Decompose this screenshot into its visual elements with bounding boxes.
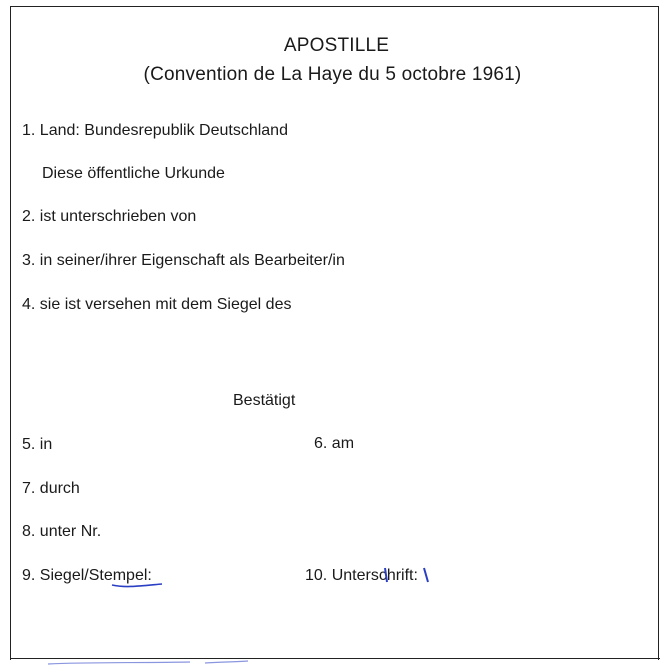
document-subtitle: (Convention de La Haye du 5 octobre 1961)	[143, 64, 522, 85]
item-7-by-authority: 7. durch	[22, 480, 80, 497]
frame-bottom-line	[10, 658, 660, 659]
bottom-ink-trace	[48, 661, 248, 664]
item-6-date: 6. am	[314, 435, 355, 452]
item-3-capacity: 3. in seiner/ihrer Eigenschaft als Bearbeiter/in	[22, 252, 345, 269]
item-4-seal-of: 4. sie ist versehen mit dem Siegel des	[22, 296, 292, 313]
document-title: APOSTILLE	[283, 35, 390, 56]
item-9-seal-stamp: 9. Siegel/Stempel:	[22, 567, 152, 584]
item-8-number: 8. unter Nr.	[22, 523, 102, 540]
item-5-place: 5. in	[22, 436, 53, 453]
item-2-signed-by: 2. ist unterschrieben von	[22, 208, 197, 225]
apostille-frame	[10, 6, 659, 660]
intro-public-document: Diese öffentliche Urkunde	[42, 165, 225, 182]
item-1-country: 1. Land: Bundesrepublik Deutschland	[22, 122, 288, 139]
certified-heading: Bestätigt	[233, 392, 296, 409]
item-10-signature: 10. Unterschrift:	[305, 567, 418, 584]
